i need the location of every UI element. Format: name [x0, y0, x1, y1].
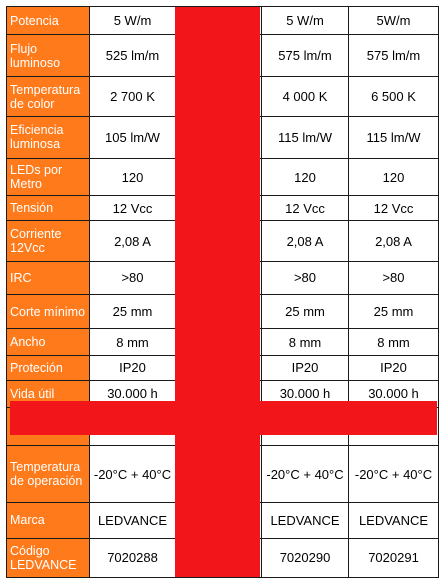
- row-label: Proteción: [7, 356, 90, 380]
- value-cell: LEDVANCE: [349, 503, 439, 538]
- value-cell: 7020291: [349, 538, 439, 577]
- row-label: Eficiencia luminosa: [7, 116, 90, 158]
- value-cell: 105 lm/W: [90, 116, 176, 158]
- value-cell: 575 lm/m: [262, 35, 349, 77]
- value-cell: 30.000 h: [262, 380, 349, 407]
- value-cell: 30.000 h: [349, 380, 439, 407]
- value-cell: 2,08 A: [262, 221, 349, 261]
- value-cell: 5 W/m: [262, 7, 349, 35]
- row-label: LEDs por Metro: [7, 159, 90, 196]
- value-cell: 525 lm/m: [90, 35, 176, 77]
- row-label: Ancho: [7, 329, 90, 356]
- row-label: Potencia: [7, 7, 90, 35]
- value-cell: 5W/m: [349, 7, 439, 35]
- value-cell: 8 mm: [262, 329, 349, 356]
- value-cell: 120: [349, 159, 439, 196]
- value-cell: 575 lm/m: [349, 35, 439, 77]
- value-cell: 30.000 h: [90, 380, 176, 407]
- row-label: Corte mínimo: [7, 294, 90, 328]
- value-cell: LEDVANCE: [90, 503, 176, 538]
- value-cell: 7020288: [90, 538, 176, 577]
- row-label: Flujo luminoso: [7, 35, 90, 77]
- value-cell: 2 700 K: [90, 77, 176, 116]
- redaction-bar-vertical: [175, 7, 260, 577]
- row-label: Corriente 12Vcc: [7, 221, 90, 261]
- row-label: Temperatura de color: [7, 77, 90, 116]
- value-cell: 7020290: [262, 538, 349, 577]
- value-cell: 120: [262, 159, 349, 196]
- value-cell: IP20: [349, 356, 439, 380]
- row-label: Código LEDVANCE: [7, 538, 90, 577]
- row-label: IRC: [7, 261, 90, 294]
- value-cell: LEDVANCE: [262, 503, 349, 538]
- redaction-bar-horizontal: [10, 401, 437, 435]
- value-cell: -20°C + 40°C: [349, 445, 439, 502]
- value-cell: 12 Vcc: [90, 196, 176, 221]
- row-label: Tensión: [7, 196, 90, 221]
- row-label: Temperatura de operación: [7, 445, 90, 502]
- value-cell: 8 mm: [90, 329, 176, 356]
- value-cell: 6 500 K: [349, 77, 439, 116]
- value-cell: 2,08 A: [90, 221, 176, 261]
- value-cell: -20°C + 40°C: [90, 445, 176, 502]
- value-cell: >80: [349, 261, 439, 294]
- value-cell: 25 mm: [262, 294, 349, 328]
- value-cell: 8 mm: [349, 329, 439, 356]
- value-cell: -20°C + 40°C: [262, 445, 349, 502]
- value-cell: >80: [90, 261, 176, 294]
- value-cell: 25 mm: [349, 294, 439, 328]
- value-cell: 5 W/m: [90, 7, 176, 35]
- value-cell: 25 mm: [90, 294, 176, 328]
- value-cell: 12 Vcc: [349, 196, 439, 221]
- value-cell: IP20: [90, 356, 176, 380]
- value-cell: 115 lm/W: [262, 116, 349, 158]
- value-cell: 120: [90, 159, 176, 196]
- value-cell: IP20: [262, 356, 349, 380]
- row-label: Vida útil: [7, 380, 90, 407]
- row-label: Marca: [7, 503, 90, 538]
- value-cell: >80: [262, 261, 349, 294]
- value-cell: 12 Vcc: [262, 196, 349, 221]
- value-cell: 2,08 A: [349, 221, 439, 261]
- value-cell: 4 000 K: [262, 77, 349, 116]
- value-cell: 115 lm/W: [349, 116, 439, 158]
